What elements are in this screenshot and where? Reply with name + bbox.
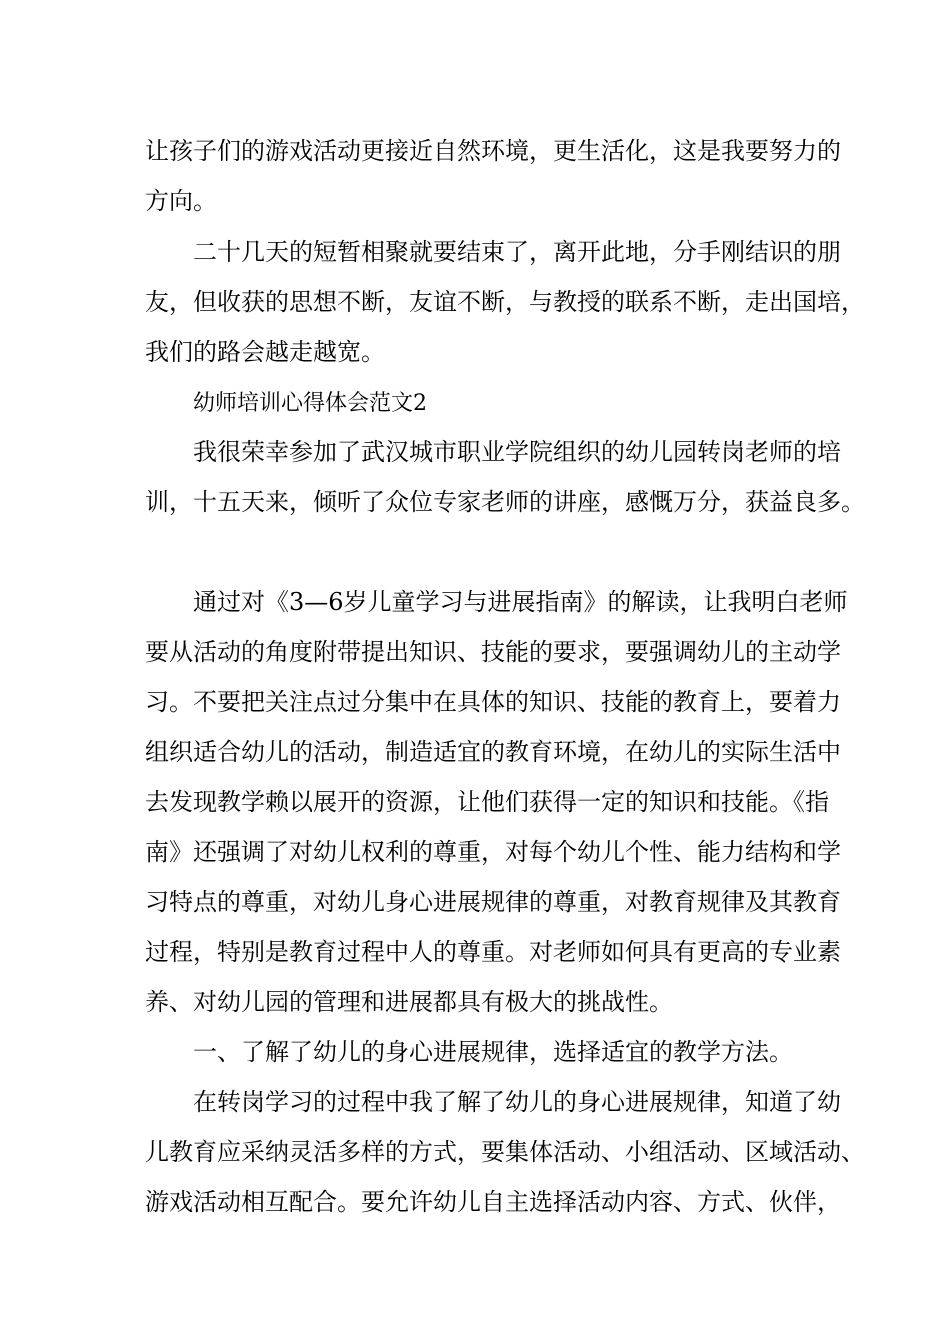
text-line: 一、了解了幼儿的身心进展规律，选择适宜的教学方法。 bbox=[193, 1038, 793, 1066]
text-line: 过程，特别是教育过程中人的尊重。对老师如何具有更高的专业素 bbox=[145, 938, 841, 966]
text-line: 训，十五天来，倾听了众位专家老师的讲座，感慨万分，获益良多。 bbox=[145, 488, 865, 516]
text-line: 组织适合幼儿的活动，制造适宜的教育环境，在幼儿的实际生活中 bbox=[145, 738, 841, 766]
text-line: 游戏活动相互配合。要允许幼儿自主选择活动内容、方式、伙伴， bbox=[145, 1188, 841, 1216]
section-heading: 幼师培训心得体会范文2 bbox=[193, 391, 427, 416]
text-line: 南》还强调了对幼儿权利的尊重，对每个幼儿个性、能力结构和学 bbox=[145, 838, 841, 866]
text-line: 养、对幼儿园的管理和进展都具有极大的挑战性。 bbox=[145, 988, 673, 1016]
text-line: 通过对《3—6岁儿童学习与进展指南》的解读，让我明白老师 bbox=[193, 588, 848, 616]
text-line: 儿教育应采纳灵活多样的方式，要集体活动、小组活动、区域活动、 bbox=[145, 1138, 865, 1166]
text-line: 要从活动的角度附带提出知识、技能的要求，要强调幼儿的主动学 bbox=[145, 638, 841, 666]
text-line: 习特点的尊重，对幼儿身心进展规律的尊重，对教育规律及其教育 bbox=[145, 888, 841, 916]
text-line: 让孩子们的游戏活动更接近自然环境，更生活化，这是我要努力的 bbox=[145, 137, 841, 165]
text-line: 去发现教学赖以展开的资源，让他们获得一定的知识和技能。《指 bbox=[145, 788, 829, 816]
text-line: 方向。 bbox=[145, 187, 217, 215]
text-line: 二十几天的短暂相聚就要结束了，离开此地，分手刚结识的朋 bbox=[193, 238, 841, 266]
text-line: 在转岗学习的过程中我了解了幼儿的身心进展规律，知道了幼 bbox=[193, 1088, 841, 1116]
text-line: 我很荣幸参加了武汉城市职业学院组织的幼儿园转岗老师的培 bbox=[193, 438, 841, 466]
text-line: 习。不要把关注点过分集中在具体的知识、技能的教育上，要着力 bbox=[145, 688, 841, 716]
text-line: 友，但收获的思想不断，友谊不断，与教授的联系不断，走出国培， bbox=[145, 288, 865, 316]
text-line: 我们的路会越走越宽。 bbox=[145, 338, 385, 366]
